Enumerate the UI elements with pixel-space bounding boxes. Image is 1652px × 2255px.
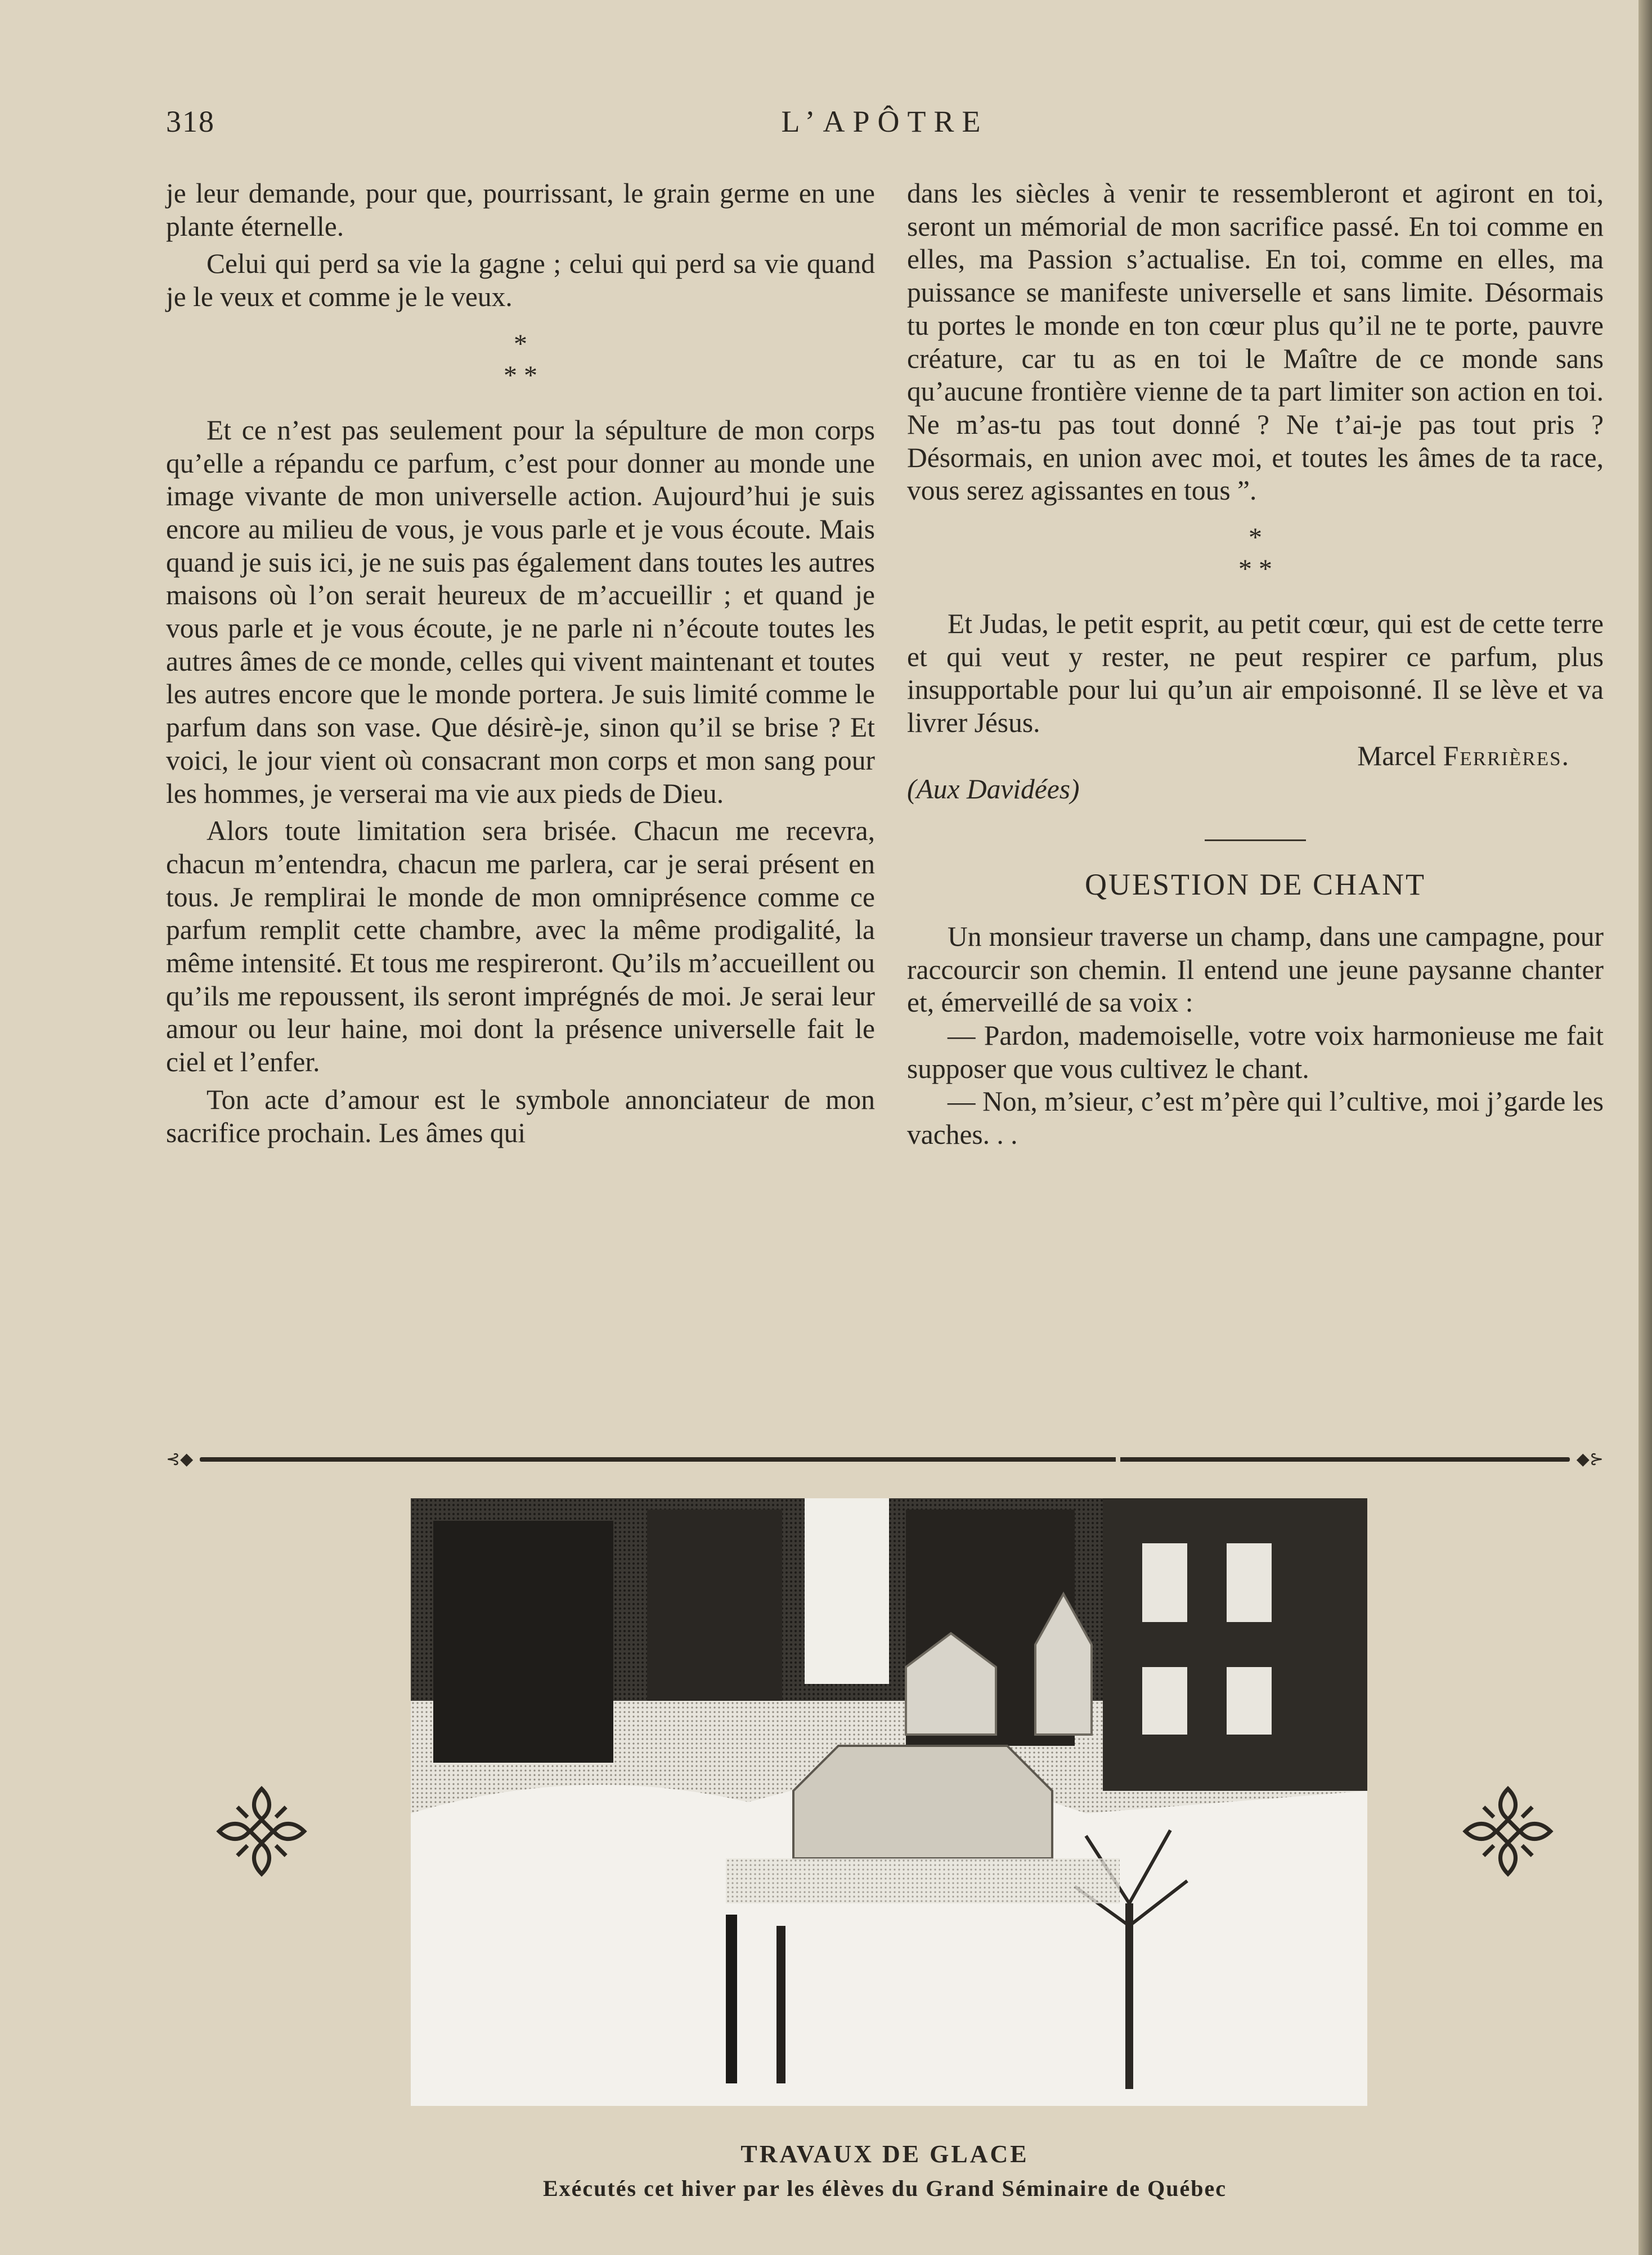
- left-column: [166, 177, 875, 1149]
- running-title: L’APÔTRE: [781, 105, 989, 138]
- divider-left-ornament-icon: ⊰◆: [166, 1450, 194, 1468]
- divider-line: [200, 1457, 1570, 1462]
- star-top: *: [514, 329, 527, 359]
- source-attribution: (Aux Davidées): [907, 773, 1080, 805]
- signature-first-name: Marcel: [1357, 740, 1436, 771]
- section-separator-stars: [166, 329, 875, 392]
- section-separator-stars: [907, 522, 1604, 585]
- paragraph: Celui qui perd sa vie la gagne ; celui qui perd sa vie quand je le veux et comme je le veux.: [166, 248, 875, 313]
- star-bottom: * *: [1238, 554, 1272, 585]
- star-top: *: [1249, 523, 1262, 553]
- divider-right-ornament-icon: ◆⊱: [1576, 1450, 1604, 1468]
- paragraph: Un monsieur traverse un champ, dans une campagne, pour raccourcir son chemin. Il entend une jeune paysanne chanter et, émerveillé de sa voix :: [907, 920, 1604, 1018]
- paragraph: Alors toute limitation sera brisée. Chacun me recevra, chacun m’entendra, chacun me parlera, car je serai présent en tous. Je remplirai le monde de mon omniprésence comme ce parfum remplit cette chambre, avec la même prodigalité, la même intensité. Et tous me respireront. Qu’ils m’accueillent ou qu’ils me repoussent, ils seront imprégnés de moi. Je serai leur amour ou leur haine, moi dont la présence universelle fait le ciel et l’enfer.: [166, 815, 875, 1078]
- figure-caption-subtitle: Exécutés cet hiver par les élèves du Grand Séminaire de Québec: [543, 2176, 1227, 2201]
- paragraph: Ton acte d’amour est le symbole annonciateur de mon sacrifice prochain. Les âmes qui: [166, 1084, 875, 1148]
- paragraph: je leur demande, pour que, pourrissant, le grain germe en une plante éternelle.: [166, 178, 875, 242]
- figure-caption-title: TRAVAUX DE GLACE: [740, 2140, 1029, 2168]
- signature-last-name: Ferrières.: [1443, 740, 1570, 771]
- dialogue-line: — Non, m’sieur, c’est m’père qui l’cultive, moi j’garde les vaches. . .: [907, 1086, 1604, 1151]
- fleuron-ornament-icon: [1457, 1781, 1559, 1882]
- fleuron-ornament-icon: [211, 1781, 312, 1882]
- short-rule: [1205, 839, 1306, 841]
- paragraph: dans les siècles à venir te ressembleront et agiront en toi, seront un mémorial de mon sacrifice passé. En toi comme en elles, ma Passion s’actualise. En toi, comme en elles, ma puissance se manifeste universelle et sans limite. Désormais tu portes le monde en ton cœur plus qu’il ne te porte, pauvre créature, car tu as en toi le Maître de ce monde sans qu’aucune frontière vienne de ta part limiter son action en toi. Ne m’as-tu pas tout donné ? Ne t’ai-je pas tout pris ? Désormais, en union avec moi, et toutes les âmes de ta race, vous serez agissantes en tous ”.: [907, 178, 1604, 506]
- paragraph: Et Judas, le petit esprit, au petit cœur, qui est de cette terre et qui veut y rester, ne peut respirer ce parfum, plus insupportable pour lui qu’un air empoisonné. Il se lève et va livrer Jésus.: [907, 608, 1604, 739]
- divider-gap: [1116, 1455, 1120, 1464]
- page-header: [166, 104, 1604, 149]
- ornamental-divider: [166, 1450, 1604, 1468]
- star-bottom: * *: [504, 360, 537, 390]
- ice-sculpture-photo: [411, 1498, 1367, 2106]
- dialogue-line: — Pardon, mademoiselle, votre voix harmonieuse me fait supposer que vous cultivez le chant.: [907, 1020, 1604, 1084]
- page-number: 318: [166, 105, 215, 138]
- page-edge-shadow: [1638, 0, 1652, 2255]
- right-column: [907, 177, 1604, 1152]
- author-signature: [907, 740, 1604, 773]
- paragraph: Et ce n’est pas seulement pour la sépulture de mon corps qu’elle a répandu ce parfum, c’est pour donner au monde une image vivante de mon universelle action. Aujourd’hui je suis encore au milieu de vous, je vous parle et je vous écoute. Mais quand je suis ici, je ne suis pas également dans toutes les autres maisons où l’on serait heureux de m’accueillir ; et quand je vous parle et je vous écoute, je ne parle ni n’écoute toutes les autres âmes de ce monde, celles qui vivent maintenant et toutes les autres encore que le monde portera. Je suis limité comme le parfum dans son vase. Que désirè-je, sinon qu’il se brise ? Et voici, le jour vient où consacrant mon corps et mon sang pour les hommes, je verserai ma vie aux pieds de Dieu.: [166, 414, 875, 809]
- article-title: QUESTION DE CHANT: [1085, 868, 1426, 902]
